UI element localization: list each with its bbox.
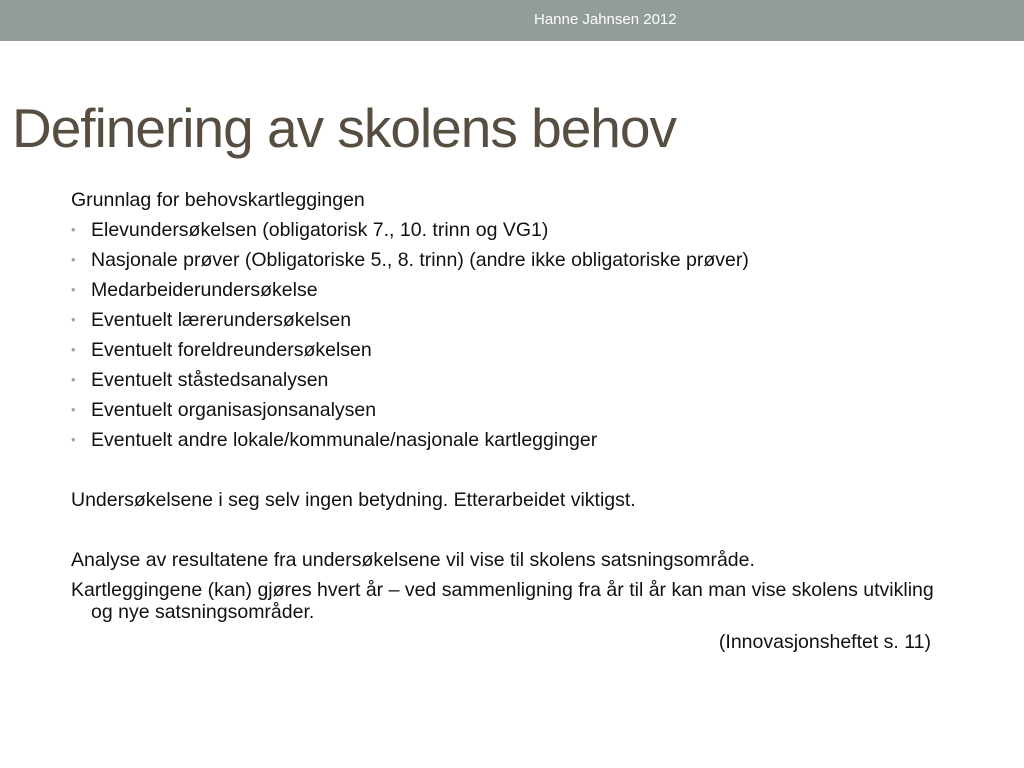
citation: (Innovasjonsheftet s. 11)	[718, 631, 931, 653]
bullet-item	[71, 335, 951, 365]
bullet-text: Nasjonale prøver (Obligatoriske 5., 8. trinn) (andre ikke obligatoriske prøver)	[91, 249, 749, 271]
bullet-icon: •	[71, 252, 76, 267]
bullet-text: Eventuelt andre lokale/kommunale/nasjonale kartlegginger	[91, 429, 598, 451]
header-band	[0, 0, 1024, 41]
bullet-text: Eventuelt ståstedsanalysen	[91, 369, 329, 391]
intro-text: Grunnlag for behovskartleggingen	[71, 189, 365, 211]
bullet-item	[71, 245, 951, 275]
bullet-icon: •	[71, 342, 76, 357]
bullet-item	[71, 275, 951, 305]
bullet-text: Elevundersøkelsen (obligatorisk 7., 10. trinn og VG1)	[91, 219, 549, 241]
bullet-icon: •	[71, 282, 76, 297]
bullet-item	[71, 365, 951, 395]
bullet-icon: •	[71, 312, 76, 327]
spacer	[71, 515, 951, 545]
slide-body	[71, 185, 951, 657]
bullet-icon: •	[71, 372, 76, 387]
bullet-icon: •	[71, 432, 76, 447]
paragraph-etterarbeid: Undersøkelsene i seg selv ingen betydning. Etterarbeidet viktigst.	[71, 489, 636, 511]
spacer	[71, 455, 951, 485]
paragraph-kartlegging: Kartleggingene (kan) gjøres hvert år – ved sammenligning fra år til år kan man vise skolens utvikling og nye satsningsområder.	[71, 579, 934, 623]
bullet-item	[71, 305, 951, 335]
bullet-text: Eventuelt foreldreundersøkelsen	[91, 339, 372, 361]
bullet-text: Medarbeiderundersøkelse	[91, 279, 318, 301]
bullet-item	[71, 215, 951, 245]
bullet-icon: •	[71, 402, 76, 417]
bullet-icon: •	[71, 222, 76, 237]
author-label: Hanne Jahnsen 2012	[534, 11, 677, 28]
bullet-text: Eventuelt lærerundersøkelsen	[91, 309, 352, 331]
paragraph-analyse: Analyse av resultatene fra undersøkelsene vil vise til skolens satsningsområde.	[71, 549, 755, 571]
slide-title: Definering av skolens behov	[12, 97, 676, 159]
bullet-item	[71, 425, 951, 455]
bullet-text: Eventuelt organisasjonsanalysen	[91, 399, 377, 421]
bullet-item	[71, 395, 951, 425]
